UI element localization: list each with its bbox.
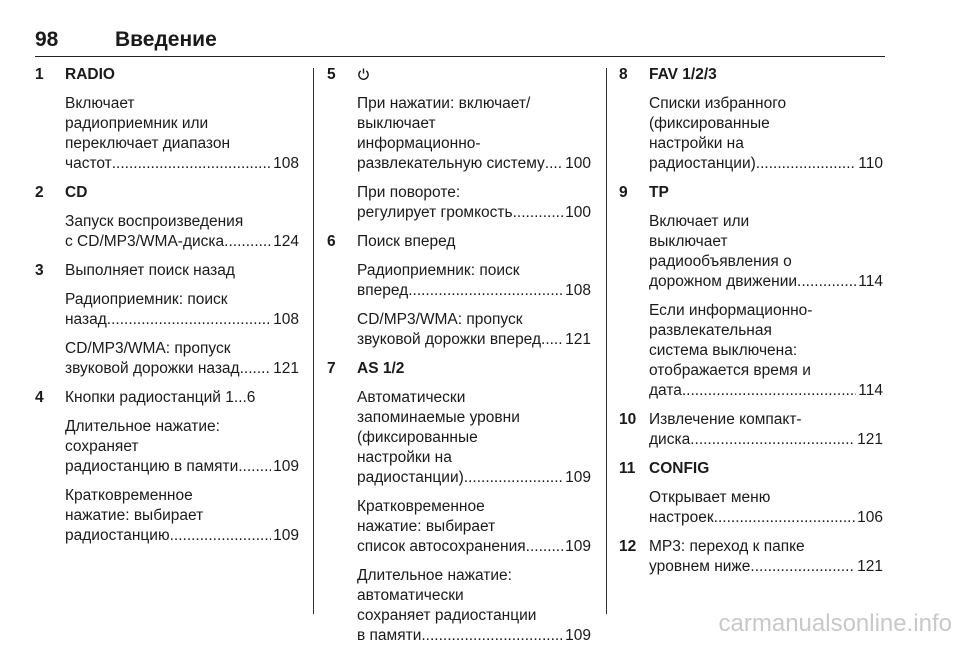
description-line: настройки на [357,449,452,466]
page-ref-number: 114 [858,382,883,399]
entry-description [357,497,591,557]
legend-entry [327,232,591,350]
leader-dots [714,508,855,528]
entry-description [65,290,299,330]
page-ref-number: 108 [565,282,591,299]
page-reference [65,310,299,330]
entry-description [357,388,591,488]
entry-name: TP [649,184,669,201]
description-line: звуковой дорожки вперед [357,331,542,348]
legend-entry [619,410,883,450]
page-reference [357,203,591,223]
page-reference [649,381,883,401]
description-line: запоминаемые уровни [357,409,520,426]
description-line: настроек [649,509,714,526]
page-ref-number: 121 [273,360,299,377]
entry-number: 12 [619,538,637,555]
entry-number: 5 [327,66,336,83]
description-line: уровнем ниже [649,558,751,575]
leader-dots [526,537,563,557]
leader-dots [750,557,855,577]
description-line: радиостанции) [649,155,756,172]
page-ref-number: 108 [273,155,299,172]
page-number: 98 [35,28,59,51]
entry-description [65,261,299,281]
entry-description [649,488,883,528]
description-line: развлекательную систему [357,155,545,172]
watermark: carmanualsonline.info [718,610,952,637]
description-line: Выполняет поиск назад [65,262,235,279]
entry-description [649,410,883,450]
leader-dots [541,330,563,350]
leader-dots [238,457,271,477]
entry-number: 1 [35,66,44,83]
description-line: радиообъявления о [649,253,792,270]
legend-entry [619,537,883,577]
leader-dots [107,310,271,330]
page-reference [357,330,591,350]
description-line: развлекательная [649,322,772,339]
legend-entry [35,183,299,252]
entry-description [649,301,883,401]
column-3 [619,65,883,586]
legend-entry [619,65,883,174]
description-line: радиоприемник или [65,115,209,132]
page-reference [649,508,883,528]
entry-name: AS 1/2 [357,360,405,377]
description-line: нажатие: выбирает [357,518,496,535]
entry-name: CONFIG [649,460,710,477]
page-reference [65,526,299,546]
description-line: с CD/MP3/WMA-диска [65,233,225,250]
page-ref-number: 109 [273,458,299,475]
leader-dots [464,468,563,488]
page-reference [357,281,591,301]
description-line: Кратковременное [357,498,485,515]
column-divider [313,68,314,614]
page-ref-number: 109 [565,538,591,555]
description-line: отображается время и [649,362,811,379]
leader-dots [797,272,856,292]
description-line: дата [649,382,682,399]
page-reference [649,557,883,577]
entry-description [357,232,591,252]
entry-name: CD [65,184,88,201]
entry-description [649,212,883,292]
page-reference [65,232,299,252]
description-line: При повороте: [357,184,461,201]
entry-description [649,94,883,174]
entry-description [649,537,883,577]
leader-dots [240,359,272,379]
entry-number: 3 [35,262,44,279]
entry-name: FAV 1/2/3 [649,66,717,83]
leader-dots [545,154,563,174]
entry-description [65,417,299,477]
entry-description [357,566,591,646]
page-reference [65,154,299,174]
leader-dots [513,203,564,223]
page-reference [649,430,883,450]
description-line: вперед [357,282,409,299]
description-line: Списки избранного [649,95,787,112]
description-line: переключает диапазон [65,135,231,152]
entry-description [65,486,299,546]
description-line: Запуск воспроизведения [65,213,244,230]
description-line: (фиксированные [357,429,478,446]
entry-number: 11 [619,460,636,477]
legend-entry [619,183,883,401]
page-reference [357,468,591,488]
entry-number: 4 [35,389,44,406]
description-line: Поиск вперед [357,233,456,250]
description-line: Длительное нажатие: [357,567,512,584]
leader-dots [690,430,855,450]
page-ref-number: 121 [857,558,883,575]
description-line: Если информационно- [649,302,813,319]
description-line: Кратковременное [65,487,193,504]
description-line: Кнопки радиостанций 1...6 [65,389,256,406]
description-line: выключает [649,233,728,250]
description-line: CD/MP3/WMA: пропуск [357,311,523,328]
description-line: Извлечение компакт- [649,411,802,428]
page-ref-number: 121 [857,431,883,448]
column-2 [327,65,591,655]
page-ref-number: 124 [273,233,299,250]
entry-name: RADIO [65,66,115,83]
page-header [35,26,885,57]
entry-number: 8 [619,66,628,83]
entry-number: 7 [327,360,336,377]
description-line: информационно- [357,135,481,152]
description-line: радиостанции) [357,469,464,486]
description-line: автоматически [357,587,464,604]
legend-entry [327,359,591,646]
description-line: в памяти [357,627,422,644]
description-line: диска [649,431,691,448]
page-ref-number: 114 [858,273,883,290]
legend-entry [35,65,299,174]
entry-number: 2 [35,184,44,201]
description-line: дорожном движении [649,273,798,290]
legend-entry [619,459,883,528]
page-ref-number: 109 [565,627,591,644]
page-reference [65,359,299,379]
power-icon [357,65,591,85]
description-line: Радиоприемник: поиск [65,291,228,308]
page-reference [649,154,883,174]
entry-description [357,310,591,350]
page-ref-number: 100 [565,204,591,221]
description-line: Длительное нажатие: [65,418,220,435]
entry-description [65,388,299,408]
column-1 [35,65,299,555]
entry-description [357,261,591,301]
description-line: звуковой дорожки назад [65,360,240,377]
leader-dots [224,232,271,252]
legend-entry [35,261,299,379]
page-ref-number: 109 [565,469,591,486]
description-line: Радиоприемник: поиск [357,262,520,279]
description-line: настройки на [649,135,744,152]
leader-dots [682,381,856,401]
entry-description [65,212,299,252]
entry-number: 10 [619,411,637,428]
page-reference [357,154,591,174]
page-ref-number: 109 [273,527,299,544]
page-ref-number: 106 [857,509,883,526]
description-line: MP3: переход к папке [649,538,805,555]
description-line: система выключена: [649,342,798,359]
leader-dots [756,154,857,174]
description-line: CD/MP3/WMA: пропуск [65,340,231,357]
description-line: Включает или [649,213,750,230]
entry-description [65,94,299,174]
description-line: радиостанцию [65,527,170,544]
page-reference [357,537,591,557]
leader-dots [421,626,563,646]
legend-entry [35,388,299,546]
description-line: Открывает меню [649,489,771,506]
legend-entry [327,65,591,223]
entry-description [357,94,591,174]
entry-number: 9 [619,184,628,201]
page-reference [649,272,883,292]
description-line: нажатие: выбирает [65,507,204,524]
entry-number: 6 [327,233,336,250]
description-line: частот [65,155,112,172]
entry-description [357,183,591,223]
description-line: радиостанцию в памяти [65,458,239,475]
description-line: Автоматически [357,389,466,406]
entry-description [65,339,299,379]
page-ref-number: 100 [565,155,591,172]
leader-dots [408,281,563,301]
description-line: Включает [65,95,135,112]
leader-dots [170,526,272,546]
description-line: При нажатии: включает/ [357,95,531,112]
page-ref-number: 110 [858,155,883,172]
description-line: назад [65,311,107,328]
description-line: регулирует громкость [357,204,513,221]
page-reference [357,626,591,646]
description-line: сохраняет радиостанции [357,607,537,624]
leader-dots [112,154,271,174]
page-reference [65,457,299,477]
description-line: сохраняет [65,438,139,455]
description-line: (фиксированные [649,115,770,132]
page-ref-number: 121 [565,331,591,348]
description-line: список автосохранения [357,538,526,555]
page-ref-number: 108 [273,311,299,328]
page-title: Введение [115,28,217,51]
description-line: выключает [357,115,436,132]
column-divider [606,68,607,614]
